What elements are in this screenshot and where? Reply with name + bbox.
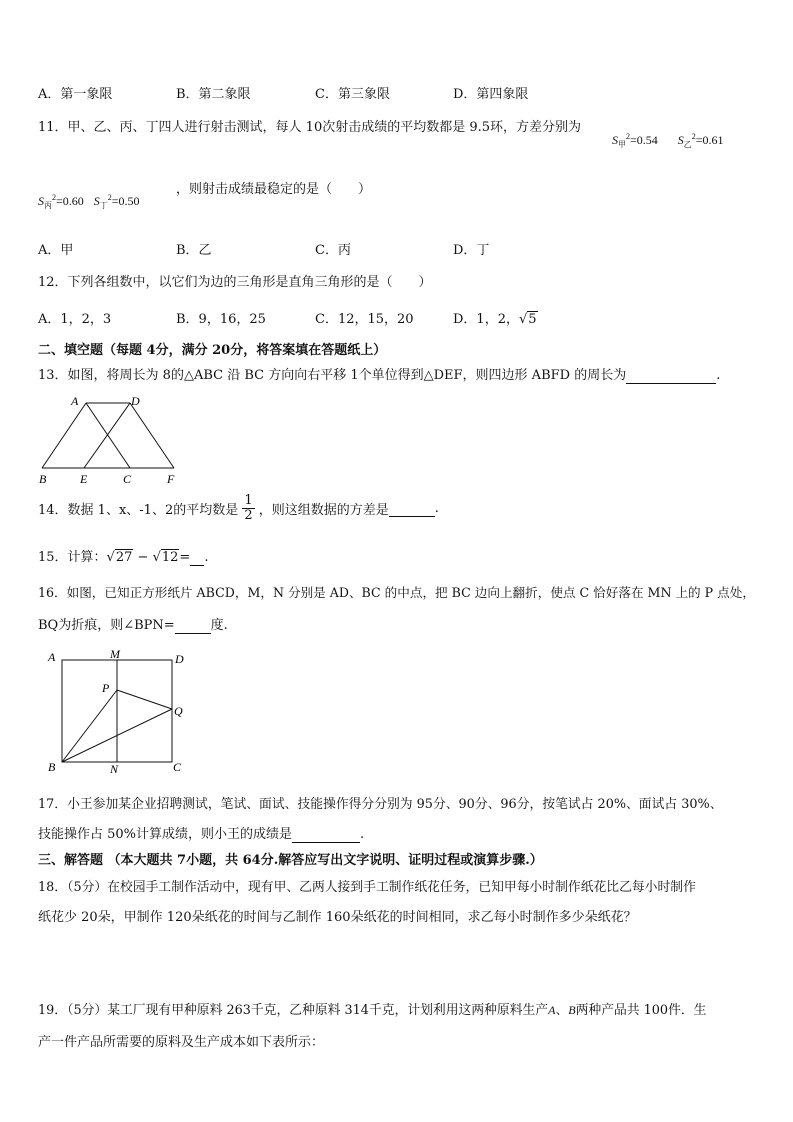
label-d: D xyxy=(175,652,184,666)
q14-answer-blank xyxy=(389,501,435,517)
label-b: B xyxy=(48,760,56,774)
q17-line2: 技能操作占 50%计算成绩，则小王的成绩是 . xyxy=(38,827,365,842)
fraction-one-half: $\frac{1}{2}$ xyxy=(244,493,253,523)
q11-tail: ，则射击成绩最稳定的是（ ） xyxy=(176,182,372,197)
q16-line2: BQ为折痕，则∠BPN= 度. xyxy=(38,618,228,633)
label-n: N xyxy=(110,762,119,775)
q13-stem: 13．如图，将周长为 8的△ABC 沿 BC 方向向右平移 1个单位得到△DEF，则四边形 ABFD 的周长为 . xyxy=(38,368,721,383)
label-d: D xyxy=(131,394,140,408)
q16-answer-blank xyxy=(175,618,211,634)
q11-option-d: D．丁 xyxy=(453,243,490,258)
q17-line1: 17．小王参加某企业招聘测试，笔试、面试、技能操作得分分别为 95分、90分、96分，按笔试占 20%、面试占 30%、 xyxy=(38,797,723,812)
q19-line1: 19．（5分）某工厂现有甲种原料 263千克，乙种原料 314千克，计划利用这两种原料生产A、B两种产品共 100件．生 xyxy=(38,1003,707,1018)
q15-answer-blank xyxy=(190,550,204,566)
label-f: F xyxy=(167,472,175,486)
label-e: E xyxy=(80,472,88,486)
q11-option-b: B．乙 xyxy=(176,243,212,258)
q16-figure xyxy=(40,645,200,775)
q10-option-b: B．第二象限 xyxy=(176,87,251,102)
q17-answer-blank xyxy=(292,827,360,843)
q12-option-d: D．1，2，√5 xyxy=(453,312,537,327)
q13-answer-blank xyxy=(626,368,716,384)
label-c: C xyxy=(123,472,132,486)
q11-variance-jia-yi: $S_甲^2=0.54$ $S_乙^2=0.61$ xyxy=(612,132,724,149)
q15-line: 15．计算：√27 − √12= . xyxy=(38,550,209,565)
q13-figure xyxy=(34,392,184,487)
q12-stem: 12．下列各组数中，以它们为边的三角形是直角三角形的是（ ） xyxy=(38,275,432,290)
q16-line1: 16．如图，已知正方形纸片 ABCD，M，N 分别是 AD、BC 的中点，把 BC 边向上翻折，使点 C 恰好落在 MN 上的 P 点处， xyxy=(38,585,755,600)
q14-line: 14．数据 1、x、-1、2的平均数是 $\frac{1}{2}$ ，则这组数据的方差是 . xyxy=(38,493,439,523)
q10-option-d: D．第四象限 xyxy=(453,87,529,102)
label-p: P xyxy=(102,681,110,695)
label-m: M xyxy=(110,647,120,661)
label-a: A xyxy=(71,394,79,408)
q11-option-c: C．丙 xyxy=(315,243,351,258)
label-b: B xyxy=(39,472,47,486)
q11-variance-bing-ding: $S_丙^2=0.60$ $S_丁^2=0.50$ xyxy=(38,193,140,210)
label-q: Q xyxy=(174,704,183,718)
sqrt-symbol: √5 xyxy=(518,312,537,327)
q10-option-a: A．第一象限 xyxy=(38,87,113,102)
q12-option-c: C．12，15，20 xyxy=(315,312,414,327)
section-3-heading: 三、解答题 （本大题共 7小题，共 64分.解答应写出文字说明、证明过程或演算步骤.） xyxy=(38,853,543,868)
label-a: A xyxy=(48,650,56,664)
q11-stem: 11．甲、乙、丙、丁四人进行射击测试，每人 10次射击成绩的平均数都是 9.5环，方差分别为 xyxy=(38,120,582,135)
q19-line2: 产一件产品所需要的原料及生产成本如下表所示： xyxy=(38,1035,325,1050)
label-c: C xyxy=(173,760,182,774)
q12-option-a: A．1，2，3 xyxy=(38,312,112,327)
q11-option-a: A．甲 xyxy=(38,243,74,258)
q10-option-c: C．第三象限 xyxy=(315,87,390,102)
section-2-heading: 二、填空题（每题 4分，满分 20分，将答案填在答题纸上） xyxy=(38,343,387,358)
q18-line1: 18．（5分）在校园手工制作活动中，现有甲、乙两人接到手工制作纸花任务，已知甲每小时制作纸花比乙每小时制作 xyxy=(38,880,696,895)
q18-line2: 纸花少 20朵，甲制作 120朵纸花的时间与乙制作 160朵纸花的时间相同，求乙每小时制作多少朵纸花？ xyxy=(38,910,637,925)
q12-option-b: B．9，16，25 xyxy=(176,312,266,327)
